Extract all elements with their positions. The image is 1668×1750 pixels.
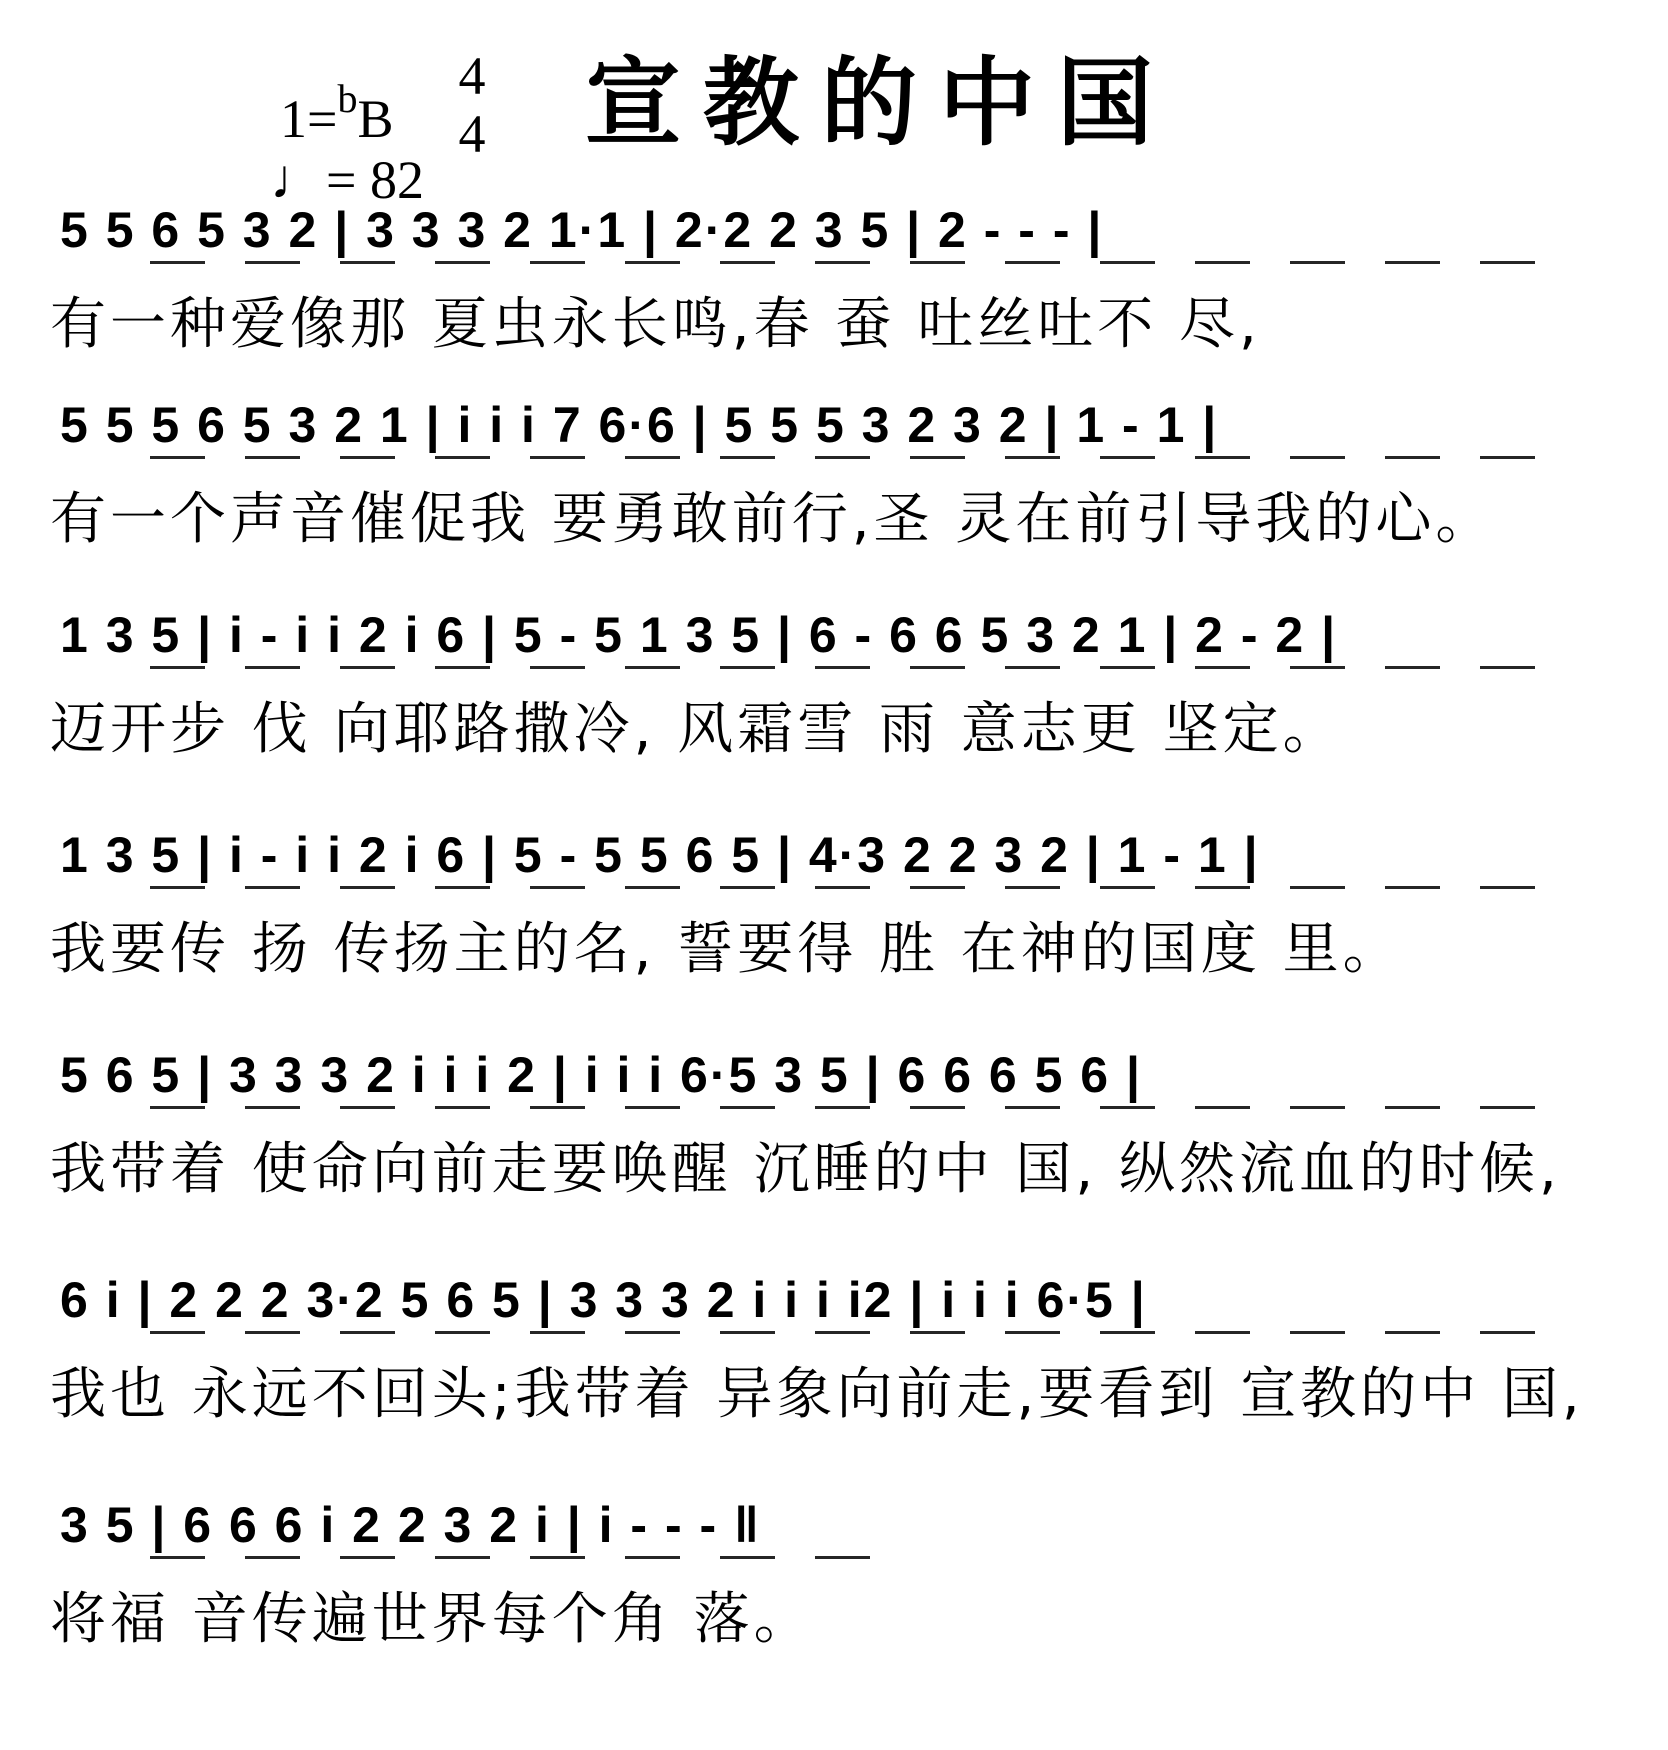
notation-line: 1 3 5 | i - i i 2 i 6 | 5 - 5 5 6 5 | 4·3 2 2 3 2 | 1 - 1 | bbox=[60, 827, 1260, 883]
notation-line: 5 6 5 | 3 3 3 2 i i i 2 | i i i 6·5 3 5 | 6 6 6 5 6 | bbox=[60, 1047, 1142, 1103]
key-signature bbox=[280, 76, 394, 149]
lyrics-line: 有一个声音催促我 要勇敢前行,圣 灵在前引导我的心。 bbox=[50, 487, 1496, 552]
time-signature bbox=[448, 48, 496, 162]
lyrics-line: 我也 永远不回头;我带着 异象向前走,要看到 宣教的中 国, bbox=[50, 1362, 1584, 1427]
lyrics-line: 迈开步 伐 向耶路撒冷, 风霜雪 雨 意志更 坚定。 bbox=[50, 697, 1343, 762]
tempo-value: = 82 bbox=[326, 150, 424, 210]
key-note: B bbox=[357, 89, 394, 149]
beam-lines bbox=[150, 456, 1550, 459]
beam-lines bbox=[150, 1331, 1550, 1334]
lyrics-line: 有一种爱像那 夏虫永长鸣,春 蚕 吐丝吐不 尽, bbox=[50, 292, 1261, 357]
beam-lines bbox=[150, 666, 1550, 669]
lyrics-line: 我要传 扬 传扬主的名, 誓要得 胜 在神的国度 里。 bbox=[50, 917, 1403, 982]
key-prefix: 1= bbox=[280, 89, 338, 149]
lyrics-line: 我带着 使命向前走要唤醒 沉睡的中 国, 纵然流血的时候, bbox=[50, 1137, 1561, 1202]
notation-line: 6 i | 2 2 2 3·2 5 6 5 | 3 3 3 2 i i i i2 | i i i 6·5 | bbox=[60, 1272, 1147, 1328]
lyrics-line: 将福 音传遍世界每个角 落。 bbox=[50, 1587, 814, 1652]
notation-line: 5 5 5 6 5 3 2 1 | i i i 7 6·6 | 5 5 5 3 2 3 2 | 1 - 1 | bbox=[60, 397, 1219, 453]
notation-line: 1 3 5 | i - i i 2 i 6 | 5 - 5 1 3 5 | 6 - 6 6 5 3 2 1 | 2 - 2 | bbox=[60, 607, 1338, 663]
time-signature-top: 4 bbox=[458, 46, 486, 106]
time-signature-bottom: 4 bbox=[458, 104, 486, 164]
song-title: 宣教的中国 bbox=[585, 47, 1175, 159]
beam-lines bbox=[150, 261, 1550, 264]
beam-lines bbox=[150, 1556, 910, 1559]
key-flat-sign: b bbox=[337, 76, 358, 121]
notation-line: 3 5 | 6 6 6 i 2 2 3 2 i | i - - - ‖ bbox=[60, 1497, 761, 1553]
notation-line: 5 5 6 5 3 2 | 3 3 3 2 1·1 | 2·2 2 3 5 | 2 - - - | bbox=[60, 202, 1104, 258]
quarter-note-icon: ♩ bbox=[270, 149, 326, 211]
beam-lines bbox=[150, 886, 1550, 889]
beam-lines bbox=[150, 1106, 1550, 1109]
score-header bbox=[0, 0, 1668, 211]
